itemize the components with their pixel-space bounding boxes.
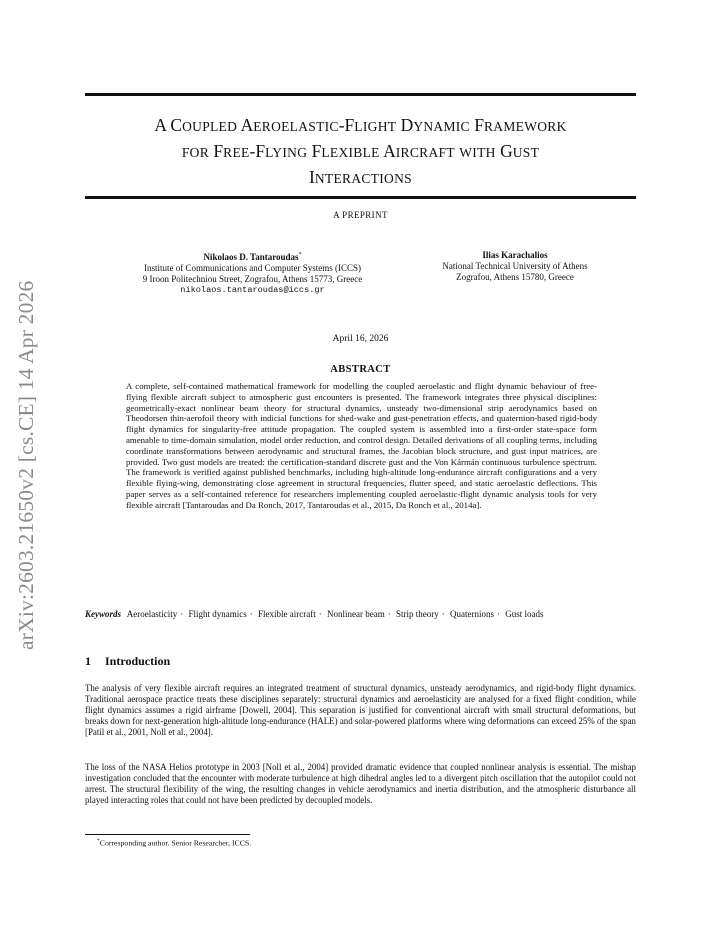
keyword: Nonlinear beam: [326, 609, 385, 619]
corresponding-author-mark: *: [298, 252, 302, 258]
author-block: [100, 250, 405, 296]
title-word: INTERACTIONS: [309, 167, 412, 187]
title-word: GUST: [500, 141, 540, 161]
keyword: Flexible aircraft: [258, 609, 316, 619]
keyword: Gust loads: [505, 609, 544, 619]
abstract-text: A complete, self-contained mathematical framework for modelling the coupled aeroelastic and flight dynamic behaviour of free-flying flexible aircraft subject to atmospheric gust encounters is presented. The framework integrates three physical disciplines: geometrically-exact nonlinear beam theory for structural dynamics, unsteady two-dimensional strip aerodynamics based on Theodorsen thin-aerofoil theory with indicial functions for shed-wake and gust-penetration effects, and quaternion-based rigid-body flight dynamics for singularity-free attitude propagation. The coupled system is assembled into a first-order state-space form amenable to time-domain simulation, model order reduction, and control design. Detailed derivations of all coupling terms, including coordinate transformations between aerodynamic and structural frames, the Jacobian block structure, and gust input matrices, are provided. Two gust models are treated: the certification-standard discrete gust and the Von Kármán continuous turbulence spectrum. The framework is verified against published benchmarks, including high-altitude long-endurance aircraft configurations and a very flexible flying-wing, demonstrating close agreement in structural frequencies, flutter speed, and static aeroelastic deflections. This paper serves as a self-contained reference for researchers implementing coupled aeroelastic-flight dynamic analysis tools for very flexible aircraft [Tantaroudas and Da Ronch, 2017, Tantaroudas et al., 2015, Da Ronch et al., 2014a].: [126, 381, 597, 510]
title-word: FREE-FLYING: [213, 141, 308, 161]
keyword: Flight dynamics: [188, 609, 247, 619]
body-paragraph: The analysis of very flexible aircraft requires an integrated treatment of structural dynamics, unsteady aerodynamics, and rigid-body flight dynamics. Traditional aerospace practice treats these disciplines separately: structural dynamics and aeroelasticity are analysed for a fixed flight condition, while flight dynamics assumes a rigid airframe [Dowell, 2004]. This separation is justified for conventional aircraft with small structural deformations, but breaks down for next-generation high-altitude long-endurance (HALE) and solar-powered platforms where wing deformations can exceed 25% of the span [Patil et al., 2001, Noll et al., 2004].: [85, 683, 636, 737]
title-line-2: [85, 139, 636, 165]
author-email: nikolaos.tantaroudas@iccs.gr: [180, 285, 325, 295]
section-title: Introduction: [105, 654, 171, 668]
keyword: Strip theory: [395, 609, 439, 619]
title-top-rule: [85, 93, 636, 96]
keyword: Quaternions: [449, 609, 494, 619]
section-heading: [85, 654, 170, 669]
title-word: COUPLED: [170, 115, 238, 135]
title-word: AIRCRAFT: [383, 141, 455, 161]
section-number: 1: [85, 654, 91, 668]
abstract-heading: ABSTRACT: [330, 364, 391, 375]
title-word: WITH: [459, 145, 496, 160]
author-affiliation: National Technical University of Athens: [442, 261, 588, 271]
title-line-1: [85, 113, 636, 139]
author-name: Ilias Karachalios: [482, 250, 548, 260]
title-word: AEROELASTIC-FLIGHT: [240, 115, 397, 135]
title-word: A: [154, 115, 167, 135]
publication-date: April 16, 2026: [332, 334, 389, 344]
title-word: FOR: [181, 145, 210, 160]
preprint-label: A PREPRINT: [333, 210, 388, 220]
body-paragraph: The loss of the NASA Helios prototype in 2003 [Noll et al., 2004] provided dramatic evidence that coupled nonlinear analysis is essential. The mishap investigation concluded that the encounter with moderate turbulence at high dihedral angles led to a divergent pitch oscillation that the autopilot could not arrest. The structural flexibility of the wing, the resulting changes in vehicle aerodynamics and inertia distribution, and the atmospheric disturbance all played interacting roles that could not have been predicted by decoupled models.: [85, 762, 636, 805]
arxiv-identifier-stamp: arXiv:2603.21650v2 [cs.CE] 14 Apr 2026: [14, 280, 38, 650]
title-word: DYNAMIC: [400, 115, 470, 135]
paper-title: [85, 113, 636, 191]
footnote: [97, 838, 251, 848]
footnote-mark: *: [97, 838, 100, 844]
title-line-3: [85, 165, 636, 191]
author-block: [405, 250, 625, 283]
keywords-line: Keywords Aeroelasticity · Flight dynamics · Flexible aircraft · Nonlinear beam · Strip theory · Quaternions · Gust loads: [85, 609, 544, 619]
footnote-text: Corresponding author. Senior Researcher, ICCS.: [99, 838, 252, 848]
title-bottom-rule: [85, 196, 636, 199]
keywords-label: Keywords: [85, 609, 121, 619]
author-affiliation: Institute of Communications and Computer Systems (ICCS): [144, 263, 361, 273]
author-address: 9 Iroon Politechniou Street, Zografou, Athens 15773, Greece: [142, 274, 363, 284]
footnote-rule: [85, 834, 250, 835]
title-word: FLEXIBLE: [311, 141, 380, 161]
title-word: FRAMEWORK: [474, 115, 567, 135]
author-address: Zografou, Athens 15780, Greece: [456, 272, 574, 282]
author-name: Nikolaos D. Tantaroudas*: [203, 252, 302, 262]
keyword: Aeroelasticity: [126, 609, 178, 619]
